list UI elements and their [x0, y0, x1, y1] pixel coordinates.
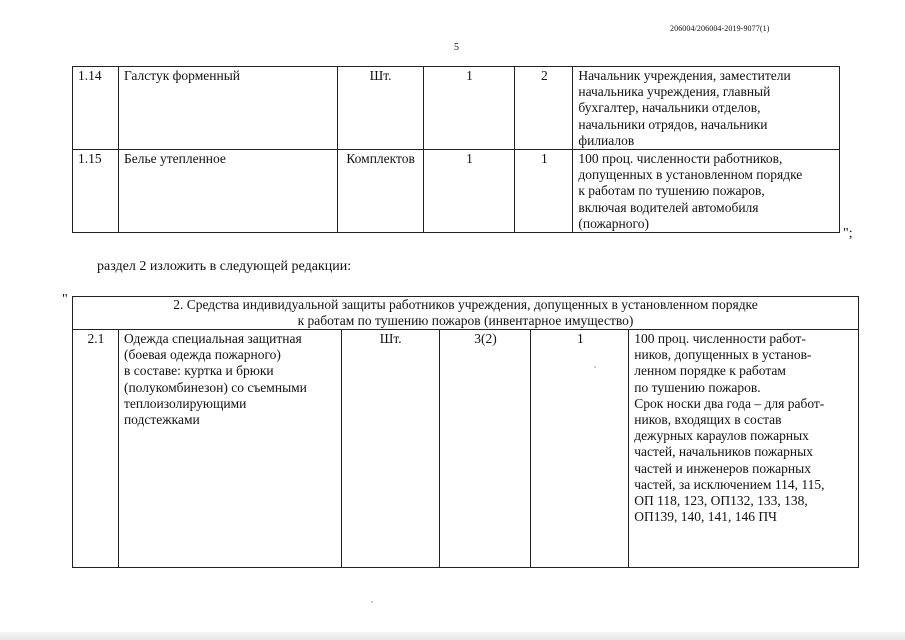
recipients-line: филиалов: [578, 132, 635, 148]
recipients-line: включая водителей автомобиля: [578, 199, 759, 215]
recipients-line: дежурных караулов пожарных: [634, 428, 809, 444]
item-wear-term: 1: [515, 150, 573, 233]
recipients-line: Срок носки два года – для работ-: [634, 395, 825, 411]
norms-table-continuation: [72, 66, 840, 233]
recipients-line: частей, за исключением 114, 115,: [634, 476, 825, 492]
item-wear-term: 1: [531, 330, 629, 568]
item-name: Белье утепленное: [118, 150, 337, 233]
recipients-line: (пожарного): [578, 215, 649, 231]
recipients-line: Начальник учреждения, заместители: [578, 68, 791, 83]
item-name-line: (боевая одежда пожарного): [123, 347, 281, 363]
section-2-table: [72, 296, 859, 568]
recipients-line: ОП139, 140, 141, 146 ПЧ: [634, 509, 777, 525]
opening-quote: ": [62, 292, 68, 307]
section-title-line: 2. Средства индивидуальной защиты работников учреждения, допущенных в установленном порядке: [173, 297, 758, 312]
recipients-line: к работам по тушению пожаров,: [578, 183, 765, 199]
item-name-line: Одежда специальная защитная: [123, 331, 302, 346]
recipients-line: бухгалтер, начальники отделов,: [578, 100, 761, 116]
scan-speck: [594, 366, 596, 368]
recipients-line: ОП 118, 123, ОП132, 133, 138,: [634, 493, 808, 509]
recipients-line: начальника учреждения, главный: [578, 84, 771, 100]
item-name-line: подстежками: [123, 412, 200, 428]
recipients-line: начальники отрядов, начальники: [578, 116, 768, 132]
page-number: 5: [454, 42, 459, 53]
section-header-row: [73, 297, 859, 330]
item-quantity: 1: [423, 150, 515, 233]
item-name: Галстук форменный: [118, 67, 337, 150]
recipients-line: ников, допущенных в установ-: [634, 347, 812, 363]
recipients-line: частей, начальников пожарных: [634, 444, 813, 460]
item-recipients: [573, 67, 840, 150]
section-title-line: к работам по тушению пожаров (инвентарное имущество): [297, 313, 634, 328]
item-unit: Комплектов: [337, 150, 423, 233]
recipients-line: частей и инженеров пожарных: [634, 460, 811, 476]
recipients-line: ленном порядке к работам: [634, 363, 786, 379]
item-name-line: теплоизолирующими: [123, 395, 247, 411]
row-number: 2.1: [73, 330, 119, 568]
item-name-line: в составе: куртка и брюки: [123, 363, 274, 379]
table-row: [73, 67, 840, 150]
scan-edge: [0, 632, 905, 640]
table-row: [73, 150, 840, 233]
recipients-line: 100 проц. численности работ-: [634, 331, 806, 346]
row-number: 1.14: [73, 67, 119, 150]
closing-quote: ";: [843, 226, 853, 241]
item-recipients: [629, 330, 859, 568]
recipients-line: по тушению пожаров.: [634, 379, 761, 395]
scan-speck: [371, 601, 373, 603]
item-wear-term: 2: [515, 67, 573, 150]
item-name-line: (полукомбинезон) со съемными: [123, 379, 307, 395]
item-recipients: [573, 150, 840, 233]
intro-text: раздел 2 изложить в следующей редакции:: [97, 259, 352, 274]
row-number: 1.15: [73, 150, 119, 233]
recipients-line: 100 проц. численности работников,: [578, 151, 783, 167]
table-row: [73, 330, 859, 568]
recipients-line: ников, входящих в состав: [634, 412, 782, 428]
item-unit: Шт.: [341, 330, 439, 568]
item-unit: Шт.: [337, 67, 423, 150]
item-quantity: 3(2): [439, 330, 531, 568]
item-name: [118, 330, 341, 568]
item-quantity: 1: [423, 67, 515, 150]
recipients-line: допущенных в установленном порядке: [578, 167, 803, 183]
section-title: [73, 297, 859, 330]
document-id: 206004/206004-2019-9077(1): [670, 24, 770, 33]
